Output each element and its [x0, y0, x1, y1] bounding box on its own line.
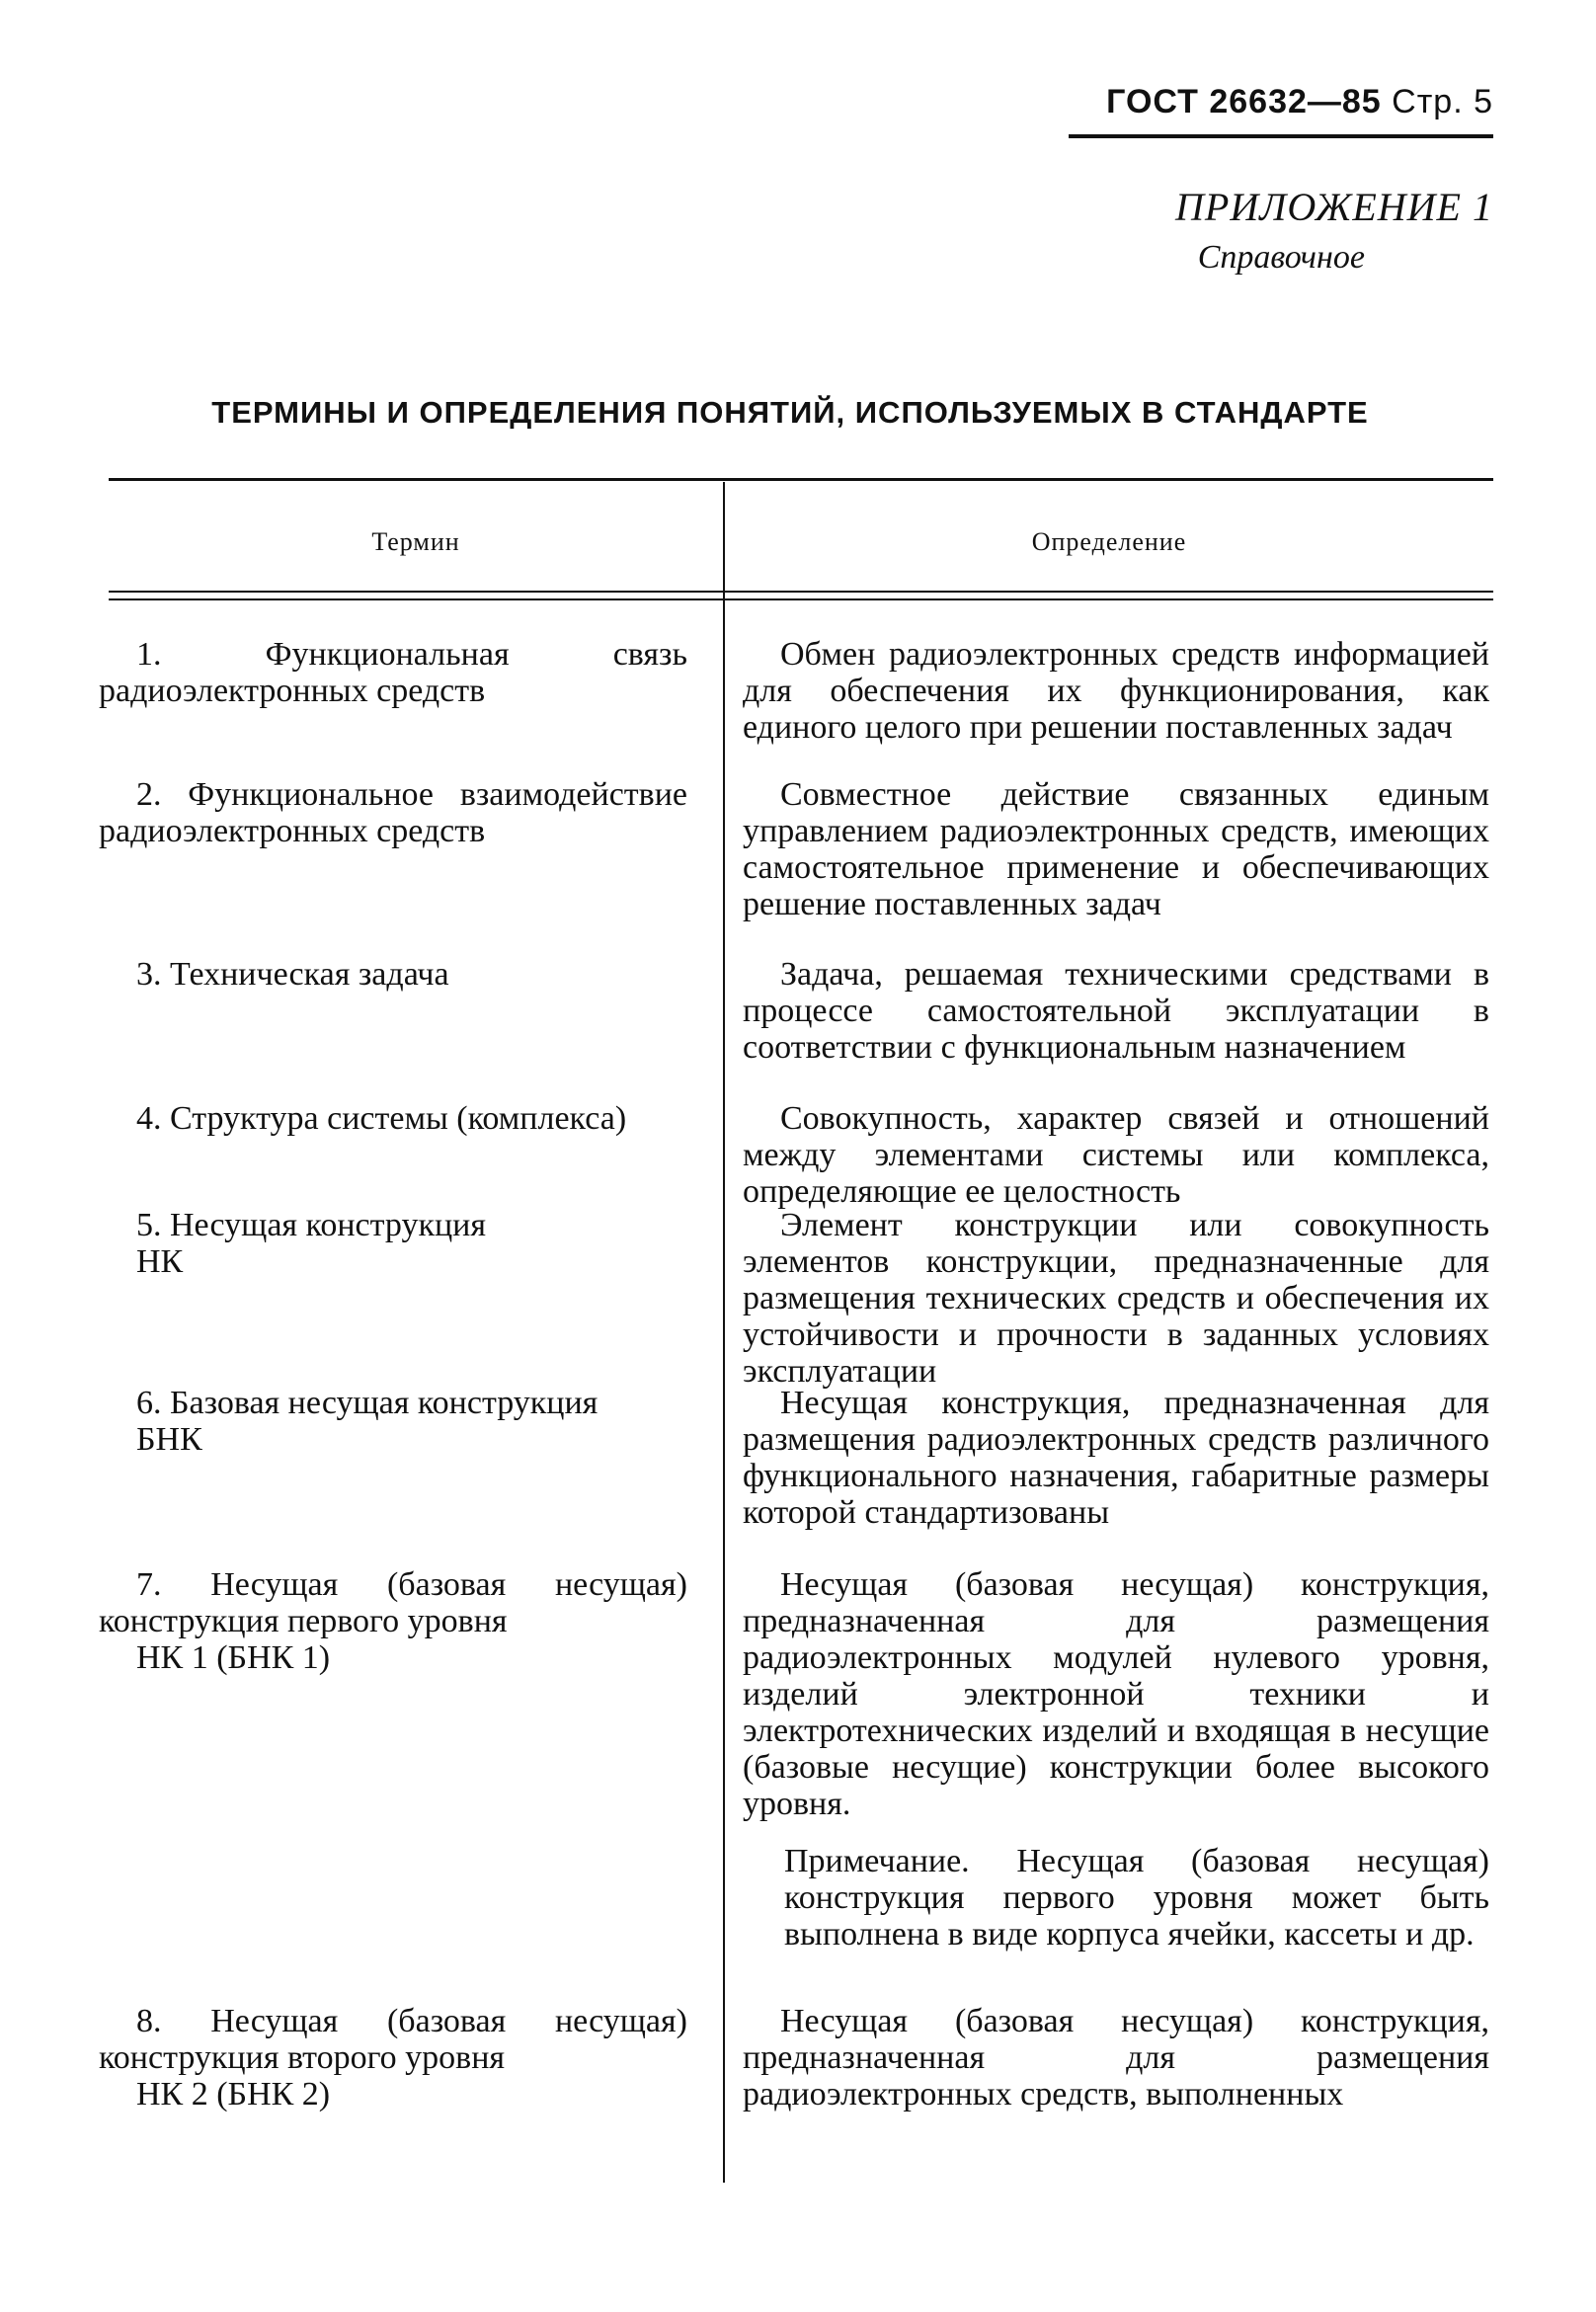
term-abbreviation: НК 2 (БНК 2) [136, 2076, 331, 2113]
column-header-definition: Определение [1031, 527, 1187, 556]
term-text: 2. Функциональное взаимодействие радиоэлектронных средств [99, 776, 687, 849]
table-row-term [99, 1100, 687, 1137]
table-row-definition: Несущая конструкция, предназначенная для размещения радиоэлектронных средств различного функционального назначения, габаритные размеры которой стандартизованы [743, 1385, 1489, 1531]
header-rule [1069, 134, 1493, 138]
term-abbreviation: НК 1 (БНК 1) [136, 1639, 331, 1676]
table-row-definition: Несущая (базовая несущая) конструкция, предназначенная для размещения радиоэлектронных средств, выполненных [743, 2003, 1489, 2113]
table-row-definition: Обмен радиоэлектронных средств информацией для обеспечения их функционирования, как единого целого при решении поставленных задач [743, 636, 1489, 746]
document-title: ТЕРМИНЫ И ОПРЕДЕЛЕНИЯ ПОНЯТИЙ, ИСПОЛЬЗУЕМЫХ В СТАНДАРТЕ [211, 395, 1369, 430]
table-row-term [99, 2003, 687, 2113]
note-label: Примечание. [784, 1843, 970, 1879]
table-row-definition: Совокупность, характер связей и отношений между элементами системы или комплекса, определяющие ее целостность [743, 1100, 1489, 1210]
table-row-term [99, 776, 687, 849]
term-text: 5. Несущая конструкция [136, 1207, 486, 1243]
term-abbreviation: НК [136, 1243, 184, 1280]
page-number: Стр. 5 [1392, 83, 1493, 120]
column-header-term: Термин [371, 527, 460, 556]
header-rule-2 [109, 598, 1493, 600]
table-row-definition: Элемент конструкции или совокупность элементов конструкции, предназначенные для размещения технических средств и обеспечения их устойчивости и прочности в заданных условиях эксплуатации [743, 1207, 1489, 1390]
table-row-definition: Задача, решаемая техническими средствами в процессе самостоятельной эксплуатации в соответствии с функциональным назначением [743, 956, 1489, 1066]
header-rule-1 [109, 591, 1493, 593]
term-text: 1. Функциональная связь радиоэлектронных средств [99, 636, 687, 709]
term-text: 4. Структура системы (комплекса) [136, 1100, 627, 1137]
table-row-term [99, 636, 687, 709]
table-row-term [99, 1207, 687, 1280]
term-text: 3. Техническая задача [136, 956, 449, 993]
table-row-term [99, 956, 687, 993]
appendix-title: ПРИЛОЖЕНИЕ 1 [1175, 185, 1493, 229]
note-text: Несущая (базовая несущая) конструкция первого уровня может быть выполнена в виде корпуса ячейки, кассеты и др. [784, 1843, 1489, 1953]
gost-header [1069, 83, 1493, 121]
term-text: 7. Несущая (базовая несущая) конструкция первого уровня [99, 1566, 687, 1639]
term-abbreviation: БНК [136, 1421, 202, 1458]
term-text: 8. Несущая (базовая несущая) конструкция второго уровня [99, 2003, 687, 2076]
table-row-term [99, 1566, 687, 1676]
table-row-note [784, 1843, 1489, 1953]
table-row-definition: Несущая (базовая несущая) конструкция, предназначенная для размещения радиоэлектронных модулей нулевого уровня, изделий электронной техники и электротехнических изделий и входящая в несущие (базовые несущие) конструкции более высокого уровня. [743, 1566, 1489, 1822]
table-row-definition: Совместное действие связанных единым управлением радиоэлектронных средств, имеющих самостоятельное применение и обеспечивающих решение поставленных задач [743, 776, 1489, 922]
column-divider [723, 482, 725, 2183]
term-text: 6. Базовая несущая конструкция [136, 1385, 598, 1421]
appendix-subtitle: Справочное [1197, 239, 1365, 276]
table-row-term [99, 1385, 687, 1458]
gost-number: ГОСТ 26632—85 [1106, 83, 1382, 120]
table-top-rule [109, 478, 1493, 481]
